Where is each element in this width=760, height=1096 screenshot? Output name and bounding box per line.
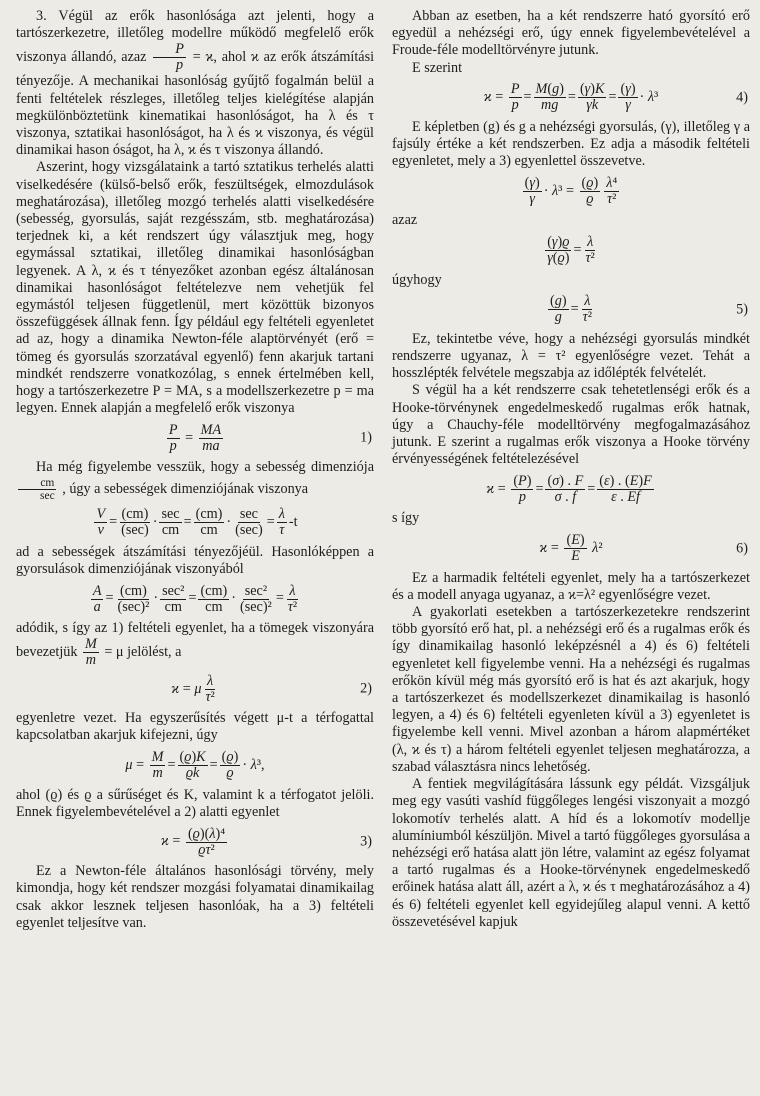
text: az erők átszámítási tényezője. A mechanikai hasonlóság gyűjtő fogalmán belül a fenti feltételek részleges, illetőleg teljes kielégítése alapján megkülönböztetünk kinematikai hasonlóságot, ha λ és τ viszonya, sztatikai hasonlóságot, ha λ és ϰ viszonya, és végül dinamikai hason óságot, ha λ, ϰ és τ viszonya állandó. bbox=[16, 49, 375, 159]
paragraph: Aszerint, hogy vizsgálataink a tartó sztatikus terhelés alatti viselkedésére (külső-belső erők, feszültségek, elmozdulások meghatározása), illetőleg mozgó terhelés alatti viselkedésére (sebesség, gyorsulás, saját rezgésszám, stb. meghatározása) terjednek ki, a két rendszert úgy választjuk meg, hogy egymással sztatikai, illetőleg dinamikai hasonlóságban legyenek. A λ, ϰ és τ tényezőket azonban egész általánosan dinamikai hasonlóságot feltételezve nem vehetjük fel egymástól teljesen függetlenül, mert közöttük bizonyos összefüggések állnak fenn. Így például egy feltételi egyenletet ad az, hogy a dinamika Newton-féle alaptörvényét (erő = tömeg és gyorsulás szorzatával egyenlő) fenn akarjuk tartani mindkét rendszerre vonatkozólag, s ennek értelmében kell, hogy a tartószerkezetre P = MA, s a modellszerkezetre p = ma legyen. Ennek alapján a megfelelő erők viszonya bbox=[16, 159, 374, 417]
equation-number: 1) bbox=[360, 429, 372, 446]
equation-mu: μ = $\frac{M}{m}$ = $\frac{(ϱ)K}{ϱk}$ = $\frac{(ϱ)}{ϱ}$ · λ ³, bbox=[125, 749, 265, 782]
equation-number: 2) bbox=[360, 680, 372, 697]
paragraph: ad a sebességek átszámítási tényezőjéül. Hasonlóképpen a gyorsulások dimenziójának viszonyából bbox=[16, 543, 374, 577]
equation-gamma: $\frac{(\gamma)}{\gamma}$ · λ ³ = $\frac{(ϱ)}{ϱ}$ $\frac{\text{λ⁴}}{\text{τ²}}$ bbox=[524, 174, 618, 207]
formula: $\frac{P}{p}$ bbox=[153, 42, 186, 73]
formula: $\frac{M}{m}$ bbox=[85, 636, 97, 669]
paragraph: S végül ha a két rendszerre csak tehetetlenségi erők és a Hooke-törvénynek engedelmeskedő rugalmas erők hatnak, úgy a Chauchy-féle modelltörvény megfogalmazásához jutunk. E szerint a rugalmas erők viszonya a Hooke törvény érvényességének feltételezésével bbox=[392, 382, 750, 468]
paragraph: azaz bbox=[392, 212, 418, 229]
paragraph: E képletben (g) és g a nehézségi gyorsulás, (γ), illetőleg γ a fajsúly értéke a két rendszerben. Ez adja a második feltételi egyenletet, mely a 3) egyenlettel összevetve. bbox=[392, 118, 750, 170]
paragraph: A fentiek megvilágítására lássunk egy példát. Vizsgáljuk meg egy vasúti vashíd függőleges lengési viszonyait a mozgó lokomotív terhelés alatt. A híd és a lokomotív modellje alumíniumból készüljön. Mivel a tartó függőleges gyorsulása a nehézségi erő hatása alatt jön létre, valamint az egész folyamat a tartó rugalmas és a Hooke-törvénynek engedelmeskedő erőinek hatása alatt áll, azért a λ, ϰ és τ meghatározásához a 4) és 6) feltételi egyenlet kell egyidejűleg alapul venni. A kettő összevetésével kapjuk bbox=[392, 776, 750, 930]
equation-1: $\frac{P}{p}$ = $\frac{MA}{ma}$ 1) bbox=[168, 421, 372, 454]
paragraph: Abban az esetben, ha a két rendszerre ható gyorsító erő egyedül a nehézségi erő, úgy ennek figyelembevételével a Froude-féle modelltörvényre jutunk. bbox=[392, 8, 750, 59]
text: adódik, s így az 1) feltételi egyenlet, ha a tömegek viszonyára bevezetjük bbox=[16, 620, 374, 661]
paragraph: Ez, tekintetbe véve, hogy a nehézségi gyorsulás mindkét rendszerre ugyanaz, λ = τ² egyenlőségre vezet. Tehát a hosszlépték felvétele megszabja az időlépték felvételét. bbox=[392, 330, 750, 382]
text: = μ jelölést, a bbox=[104, 644, 182, 661]
text: , úgy a sebességek dimenziójának viszonya bbox=[62, 480, 309, 497]
formula: $\frac{cm}{\sec}$ bbox=[18, 477, 57, 502]
paragraph: Ez a Newton-féle általános hasonlósági törvény, mely kimondja, hogy két rendszer mozgási folyamatai dinamikailag csak akkor lesznek teljesen hasonlóak, ha a 3) feltételi egyenlet teljesítve van. bbox=[16, 863, 374, 931]
equation-number: 6) bbox=[736, 540, 748, 557]
paragraph bbox=[16, 620, 374, 668]
text: = ϰ, ahol ϰ bbox=[192, 49, 259, 66]
right-column bbox=[392, 8, 750, 931]
paragraph: s így bbox=[392, 510, 420, 527]
paragraph: A gyakorlati esetekben a tartószerkezetekre rendszerint több gyorsító erő hat, pl. a nehézségi erő és a rugalmas erők és így dinamikailag hasonló leképzésnél a 4) és 6) feltételi egyenletet kell figyelembe venni. Ha a nehézségi és rugalmas erőkön kívül még más gyorsító erő is hat és azt akarjuk, hogy a tartószerkezet és modellszerkezet dinamikailag is hasonló legyen, a 4) és 6) feltételi egyenleten kívül a 3) egyenletet is figyelembe kell venni. Mivel azonban a három alapmértéket (λ, ϰ és τ) a három feltételi egyenlet teljesen meghatározza, a szabad választásra nincs lehetőség. bbox=[392, 604, 750, 775]
equation-number: 5) bbox=[736, 301, 748, 318]
equation-3: ϰ = $\frac{\text{(ϱ)(λ)⁴}}{\text{ϱτ²}}$ 3) bbox=[160, 825, 372, 858]
paragraph: egyenletre vezet. Ha egyszerűsítés végett μ-t a térfogattal kapcsolatban akarjuk kifejezni, úgy bbox=[16, 710, 374, 744]
text: 3. Végül az erők hasonlósága azt jelenti, hogy a tartószerkezetre, illetőleg modellre működő megfelelő erők viszonya állandó, azaz bbox=[16, 8, 374, 66]
equation-5: $\frac{(g)}{g}$ = $\frac{\lambda}{\text{τ²}}$ 5) bbox=[550, 293, 748, 326]
equation-number: 4) bbox=[736, 89, 748, 106]
equation-number: 3) bbox=[360, 833, 372, 850]
paragraph bbox=[16, 8, 374, 159]
equation-2: ϰ = μ $\frac{\lambda}{\text{τ²}}$ 2) bbox=[171, 672, 372, 705]
equation-velocity: $\frac{V}{v}$ = $\frac{(cm)}{(\sec)}$ · $\frac{\sec}{cm}$ = $\frac{(cm)}{cm}$ · $\frac{\sec}{(\sec)}$ = $\frac{\lambda}{\tau}$ -t bbox=[96, 506, 298, 539]
equation-gamma-rho: $\frac{(\gamma)ϱ}{\gamma(ϱ)}$ = $\frac{\lambda}{\text{τ²}}$ bbox=[547, 234, 595, 267]
equation-elastic: ϰ = $\frac{(P)}{p}$ = $\frac{(\sigma) . F}{\sigma . f}$ = $\frac{(\varepsilon) . (E)F}{\varepsilon . Ef}$ bbox=[486, 472, 652, 505]
text: Ha még figyelembe vesszük, hogy a sebesség dimenziója bbox=[36, 459, 374, 476]
equation-6: ϰ = $\frac{(E)}{E}$ λ ² 6) bbox=[539, 532, 748, 565]
equation-acceleration: $\frac{A}{a}$ = $\frac{(cm)}{\text{(sec)²}}$ · $\frac{\text{sec²}}{cm}$ = $\frac{(cm)}{cm}$ · $\frac{\text{sec²}}{\text{(sec)²}}$ = $\frac{\lambda}{\text{τ²}}$ bbox=[92, 582, 298, 615]
paragraph: E szerint bbox=[412, 59, 463, 76]
left-column bbox=[16, 8, 374, 932]
paragraph: úgyhogy bbox=[392, 271, 442, 288]
paragraph: ahol (ϱ) és ϱ a sűrűséget és K, valamint k a térfogatot jelöli. Ennek figyelembevételével a 2) alatti egyenlet bbox=[16, 786, 374, 820]
paragraph bbox=[16, 459, 374, 501]
equation-4: ϰ = $\frac{P}{p}$ = $\frac{M(g)}{mg}$ = $\frac{(\gamma)K}{\gamma k}$ = $\frac{(\gamma)}{\gamma}$ · λ ³ 4) bbox=[483, 81, 748, 114]
paragraph: Ez a harmadik feltételi egyenlet, mely ha a tartószerkezet és a modell anyaga ugyanaz, a ϰ=λ² egyenlőségre vezet. bbox=[392, 569, 750, 603]
